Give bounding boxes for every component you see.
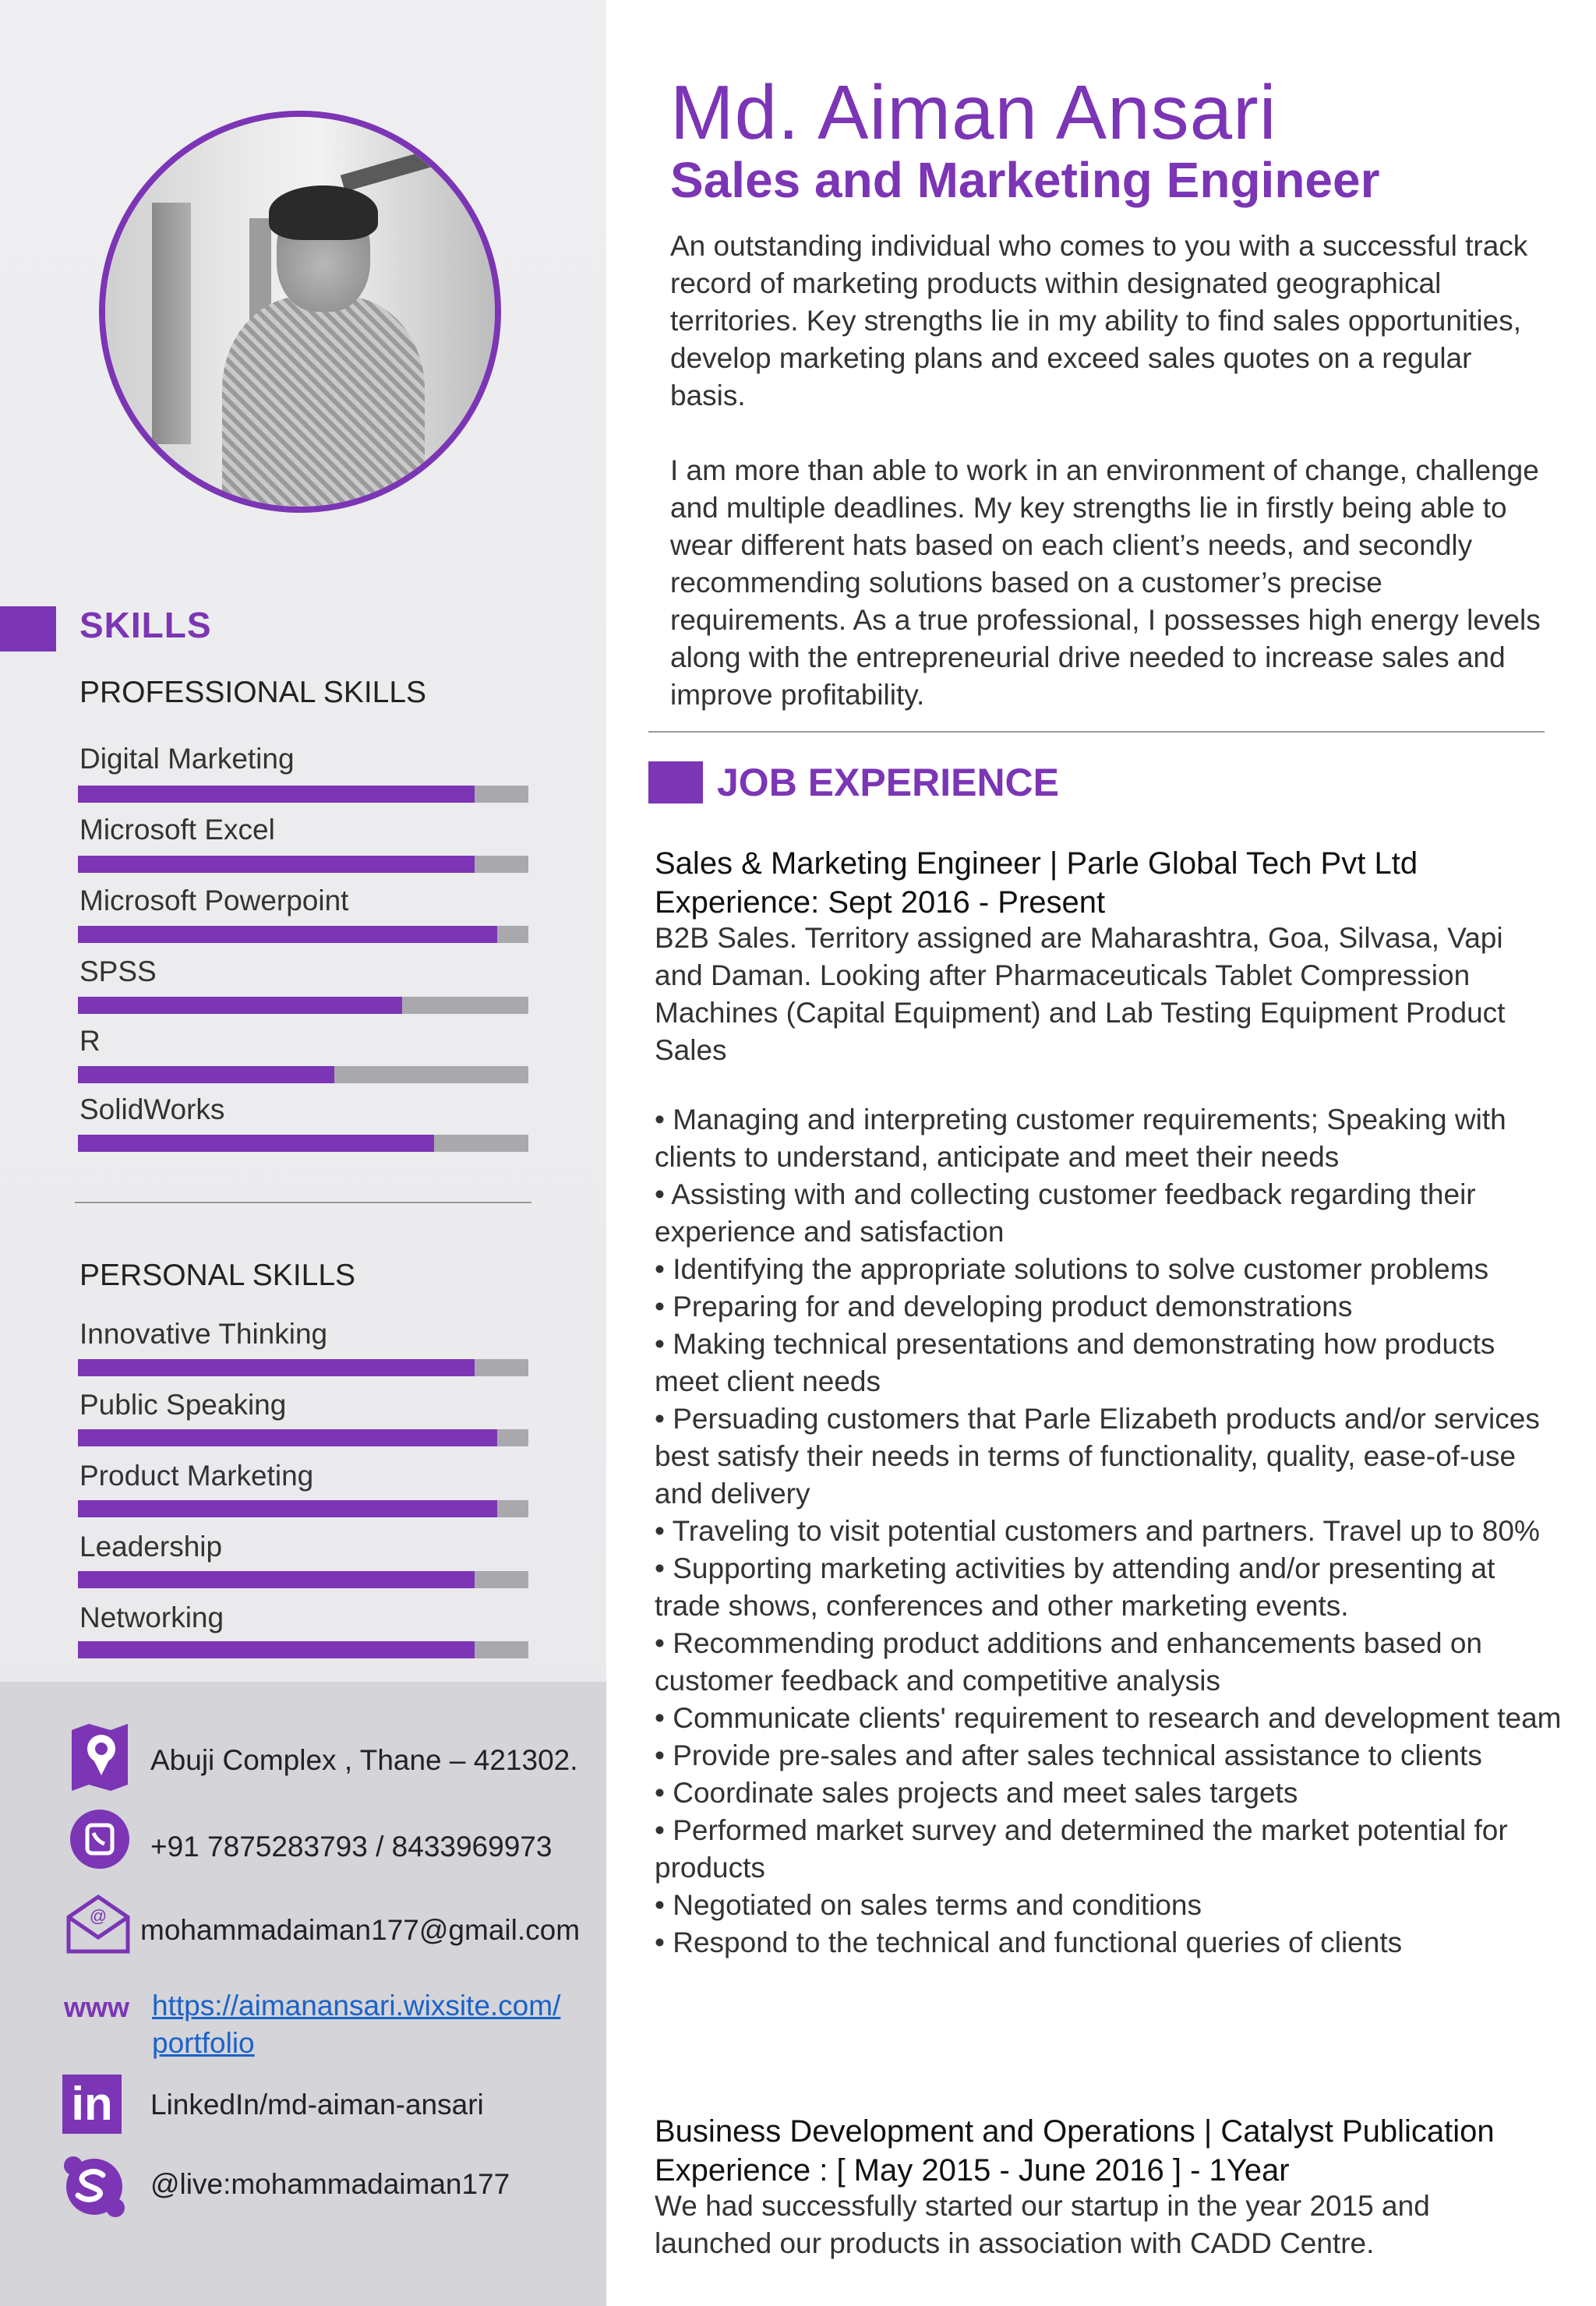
skill-bar [78,1641,528,1658]
experience-marker [648,761,703,803]
address-text: Abuji Complex , Thane – 421302. [150,1744,578,1776]
profile-photo [99,111,501,513]
skill-bar [78,1500,528,1517]
skill-label: Product Marketing [79,1460,314,1492]
skill-bar [78,926,528,943]
list-item: • Communicate clients' requirement to research and development team [655,1700,1562,1737]
skype-text[interactable]: @live:mohammadaiman177 [150,2168,510,2200]
summary-paragraph-2: I am more than able to work in an environment of change, challenge and multiple deadlines. My key strengths lie in firstly being able to wear different hats based on each client’s needs, and secondly recommending solutions based on a customer’s precise requirements. As a true professional, I possesses high energy levels along with the entrepreneurial drive needed to increase sales and improve profitability. [670,454,1541,711]
skill-label: R [79,1025,101,1057]
skype-icon [62,2155,126,2219]
list-item: • Respond to the technical and functional queries of clients [655,1924,1562,1962]
skill-label: SPSS [79,955,157,987]
skill-bar [78,1135,528,1152]
skill-bar [78,1066,528,1083]
linkedin-icon: in [62,2075,122,2134]
list-item: • Supporting marketing activities by attending and/or presenting at trade shows, conferences and other marketing events. [655,1550,1562,1625]
website-icon: www [64,1991,130,2023]
list-item: • Making technical presentations and demonstrating how products meet client needs [655,1326,1562,1400]
skill-label: Leadership [79,1531,223,1563]
email-icon [65,1894,131,1955]
job-period: Experience: Sept 2016 - Present [655,885,1106,920]
list-item: • Persuading customers that Parle Elizabeth products and/or services best satisfy their needs in terms of functionality, quality, ease-of-use and delivery [655,1400,1562,1513]
summary-divider [648,731,1545,733]
list-item: • Identifying the appropriate solutions to solve customer problems [655,1251,1562,1288]
job-title: Business Development and Operations | Catalyst Publication [655,2114,1495,2149]
skill-bar [78,856,528,873]
job-title: Sales & Marketing Engineer | Parle Global Tech Pvt Ltd [655,846,1418,881]
skills-divider [75,1202,531,1203]
candidate-name: Md. Aiman Ansari [670,69,1277,155]
list-item: • Negotiated on sales terms and conditions [655,1887,1562,1924]
list-item: • Recommending product additions and enhancements based on customer feedback and competitive analysis [655,1625,1562,1700]
skill-bar [78,1359,528,1376]
skills-title: SKILLS [79,605,212,645]
skill-bar [78,997,528,1014]
job-bullets [655,1101,1562,1962]
list-item: • Traveling to visit potential customers and partners. Travel up to 80% [655,1513,1562,1550]
website-link[interactable]: https://aimanansari.wixsite.com/ portfolio [152,1990,561,2059]
list-item: • Preparing for and developing product demonstrations [655,1288,1562,1326]
personal-skills-heading: PERSONAL SKILLS [79,1259,356,1292]
list-item: • Managing and interpreting customer requirements; Speaking with clients to understand, anticipate and meet their needs [655,1101,1562,1176]
summary-paragraph-1: An outstanding individual who comes to you with a successful track record of marketing products within designated geographical territories. Key strengths lie in my ability to find sales opportunities, develop marketing plans and exceed sales quotes on a regular basis. [670,230,1528,411]
list-item: • Coordinate sales projects and meet sales targets [655,1775,1562,1812]
job-description: B2B Sales. Territory assigned are Maharashtra, Goa, Silvasa, Vapi and Daman. Looking after Pharmaceuticals Tablet Compression Machines (Capital Equipment) and Lab Testing Equipment Product Sales [655,922,1506,1066]
list-item: • Performed market survey and determined the market potential for products [655,1812,1562,1887]
skill-label: Public Speaking [79,1389,287,1421]
skill-label: Networking [79,1601,224,1633]
skill-label: SolidWorks [79,1093,225,1125]
job-description: We had successfully started our startup in the year 2015 and launched our products in association with CADD Centre. [655,2190,1430,2259]
skills-marker [0,606,56,652]
skill-bar [78,1429,528,1446]
svg-text:@: @ [89,1906,108,1926]
linkedin-text[interactable]: LinkedIn/md-aiman-ansari [150,2089,484,2121]
list-item: • Provide pre-sales and after sales technical assistance to clients [655,1737,1562,1775]
job-period: Experience : [ May 2015 - June 2016 ] - 1Year [655,2153,1290,2188]
skill-label: Innovative Thinking [79,1318,328,1350]
skill-bar [78,1571,528,1588]
list-item: • Assisting with and collecting customer feedback regarding their experience and satisfaction [655,1176,1562,1251]
candidate-role: Sales and Marketing Engineer [670,152,1380,208]
phone-icon [69,1808,131,1870]
skill-label: Microsoft Excel [79,814,275,846]
skill-bar [78,786,528,803]
phone-text: +91 7875283793 / 8433969973 [150,1831,553,1863]
map-pin-icon [69,1721,131,1791]
skill-label: Digital Marketing [79,743,295,775]
skill-label: Microsoft Powerpoint [79,885,349,916]
experience-title: JOB EXPERIENCE [717,761,1060,804]
professional-skills-heading: PROFESSIONAL SKILLS [79,676,427,709]
email-text[interactable]: mohammadaiman177@gmail.com [140,1914,581,1946]
